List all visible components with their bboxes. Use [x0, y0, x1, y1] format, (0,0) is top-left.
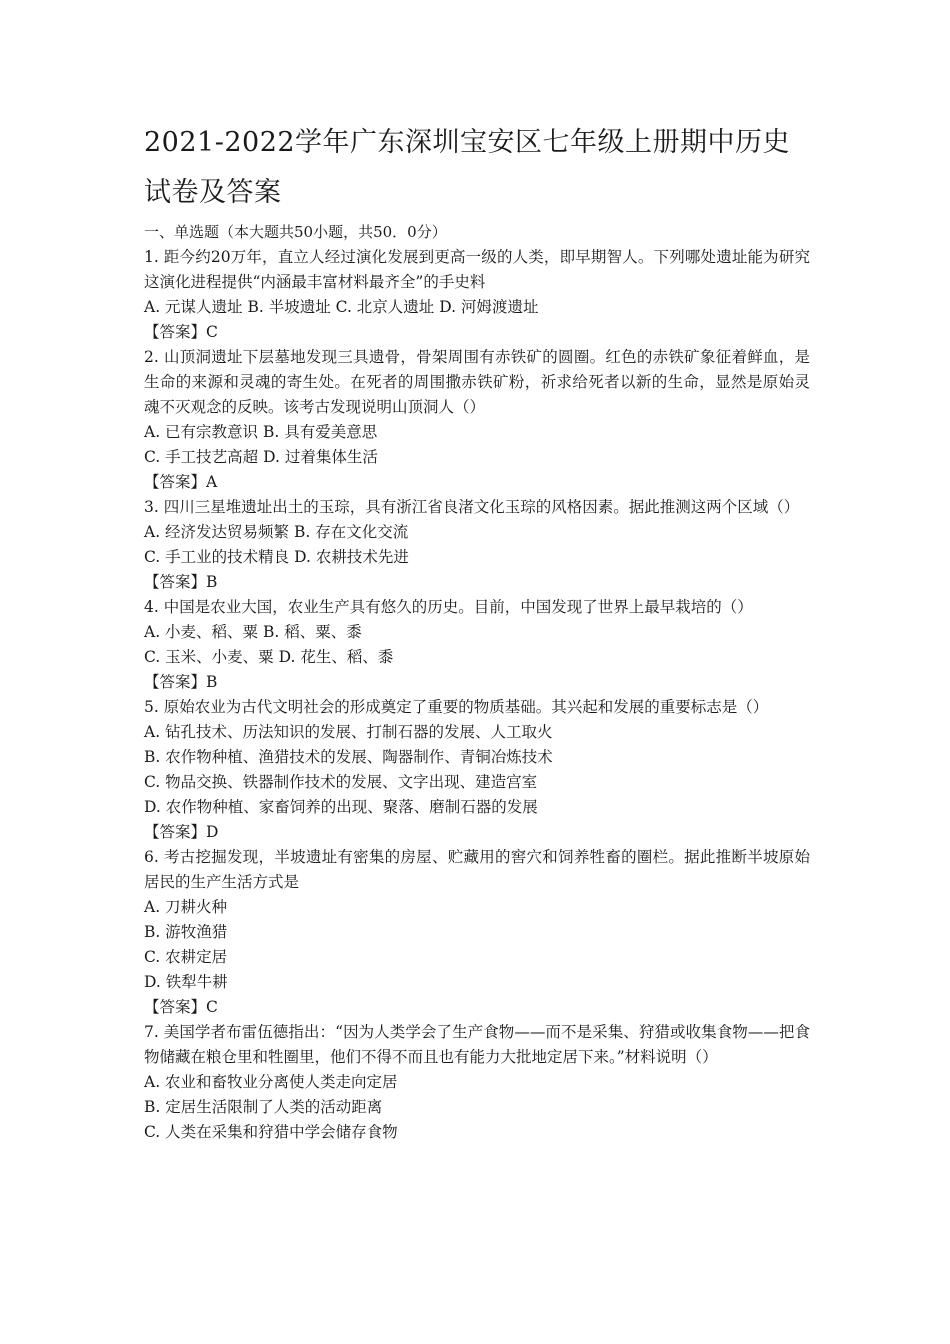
question-item: [144, 1020, 810, 1145]
question-option-line: B. 游牧渔猎: [144, 923, 228, 941]
question-stem: 2. 山顶洞遗址下层墓地发现三具遗骨，骨架周围有赤铁矿的圆圈。红色的赤铁矿象征着鲜血，是生命的来源和灵魂的寄生处。在死者的周围撒赤铁矿粉，祈求给死者以新的生命，显然是原始灵魂不灭观念的反映。该考古发现说明山顶洞人（）: [144, 348, 810, 416]
section-heading: 一、单选题（本大题共50小题，共50．0分）: [144, 223, 447, 241]
question-item: [144, 595, 810, 695]
answer-prefix: 【答案】: [144, 998, 207, 1016]
question-stem: 4. 中国是农业大国，农业生产具有悠久的历史。目前，中国发现了世界上最早栽培的（）: [144, 598, 753, 616]
question-option-line: C. 物品交换、铁器制作技术的发展、文字出现、建造宫室: [144, 773, 538, 791]
answer-line: [144, 470, 810, 495]
question-item: [144, 845, 810, 1020]
question-option-line: C. 手工业的技术精良 D. 农耕技术先进: [144, 548, 409, 566]
question-option-line: A. 农业和畜牧业分离使人类走向定居: [144, 1073, 398, 1091]
answer-line: [144, 995, 810, 1020]
answer-prefix: 【答案】: [144, 573, 207, 591]
answer-line: [144, 570, 810, 595]
question-option-line: C. 农耕定居: [144, 948, 228, 966]
document-title: 2021-2022学年广东深圳宝安区七年级上册期中历史试卷及答案: [144, 127, 791, 208]
answer-line: [144, 820, 810, 845]
question-list: [144, 245, 810, 1145]
question-option-line: D. 农作物种植、家畜饲养的出现、聚落、磨制石器的发展: [144, 798, 538, 816]
question-option-line: C. 手工技艺高超 D. 过着集体生活: [144, 448, 378, 466]
question-option-line: B. 农作物种植、渔猎技术的发展、陶器制作、青铜冶炼技术: [144, 748, 553, 766]
answer-value: A: [206, 473, 218, 491]
question-option-line: A. 小麦、稻、粟 B. 稻、粟、黍: [144, 623, 362, 641]
question-stem: 7. 美国学者布雷伍德指出：“因为人类学会了生产食物——而不是采集、狩猎或收集食物——把食物储藏在粮仓里和牲圈里，他们不得不而且也有能力大批地定居下来。”材料说明（）: [144, 1023, 810, 1066]
question-item: [144, 695, 810, 845]
answer-line: [144, 670, 810, 695]
answer-prefix: 【答案】: [144, 823, 207, 841]
answer-prefix: 【答案】: [144, 473, 207, 491]
question-option-line: C. 人类在采集和狩猎中学会储存食物: [144, 1123, 398, 1141]
question-option-line: A. 经济发达贸易频繁 B. 存在文化交流: [144, 523, 409, 541]
question-stem: 6. 考古挖掘发现，半坡遗址有密集的房屋、贮藏用的窖穴和饲养牲畜的圈栏。据此推断半坡原始居民的生产生活方式是: [144, 848, 810, 891]
answer-value: B: [206, 573, 218, 591]
question-option-line: A. 已有宗教意识 B. 具有爱美意思: [144, 423, 378, 441]
question-option-line: A. 刀耕火种: [144, 898, 228, 916]
question-option-line: A. 钻孔技术、历法知识的发展、打制石器的发展、人工取火: [144, 723, 553, 741]
question-stem: 3. 四川三星堆遗址出土的玉琮，具有浙江省良渚文化玉琮的风格因素。据此推测这两个区域（）: [144, 498, 800, 516]
question-option-line: A. 元谋人遗址 B. 半坡遗址 C. 北京人遗址 D. 河姆渡遗址: [144, 298, 539, 316]
question-option-line: D. 铁犁牛耕: [144, 973, 228, 991]
question-stem: 1. 距今约20万年，直立人经过演化发展到更高一级的人类，即早期智人。下列哪处遗址能为研究这演化进程提供“内涵最丰富材料最齐全”的手史料: [144, 248, 810, 291]
question-item: [144, 345, 810, 495]
question-item: [144, 245, 810, 345]
answer-value: C: [206, 998, 218, 1016]
document-page: [144, 118, 810, 1145]
answer-value: B: [206, 673, 218, 691]
answer-line: [144, 320, 810, 345]
question-stem: 5. 原始农业为古代文明社会的形成奠定了重要的物质基础。其兴起和发展的重要标志是（）: [144, 698, 769, 716]
answer-value: D: [206, 823, 219, 841]
question-option-line: C. 玉米、小麦、粟 D. 花生、稻、黍: [144, 648, 394, 666]
question-option-line: B. 定居生活限制了人类的活动距离: [144, 1098, 383, 1116]
answer-prefix: 【答案】: [144, 673, 207, 691]
question-item: [144, 495, 810, 595]
answer-prefix: 【答案】: [144, 323, 207, 341]
answer-value: C: [206, 323, 218, 341]
